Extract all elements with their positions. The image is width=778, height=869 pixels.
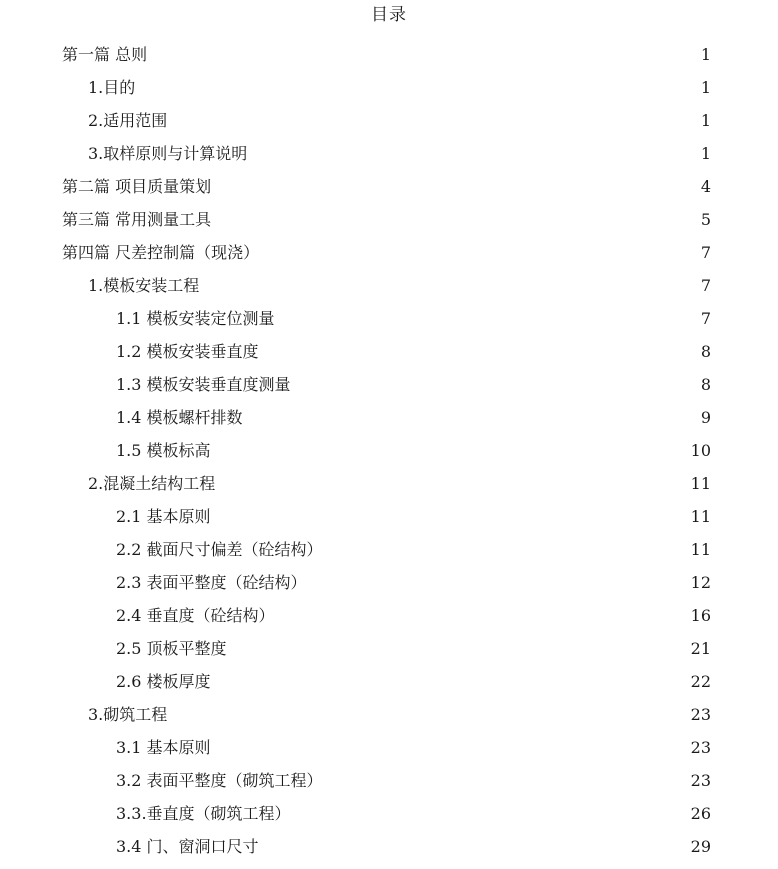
toc-entry[interactable] (0, 401, 778, 434)
toc-list (0, 38, 778, 863)
toc-entry-page-number: 23 (690, 704, 711, 724)
toc-entry-label: 第四篇 尺差控制篇（现浇） (62, 242, 260, 262)
toc-dot-leader (263, 243, 687, 263)
toc-dot-leader (171, 111, 687, 131)
toc-dot-leader (215, 441, 687, 461)
toc-entry[interactable] (0, 797, 778, 830)
toc-entry-label: 1.2 模板安装垂直度 (116, 341, 259, 361)
toc-dot-leader (263, 342, 687, 362)
toc-entry[interactable] (0, 170, 778, 203)
toc-entry-page-number: 8 (700, 341, 711, 361)
toc-entry-page-number: 26 (690, 803, 711, 823)
toc-entry[interactable] (0, 137, 778, 170)
toc-dot-leader (215, 738, 687, 758)
toc-entry-label: 1.5 模板标高 (116, 440, 211, 460)
toc-entry-page-number: 21 (690, 638, 711, 658)
toc-dot-leader (215, 177, 687, 197)
toc-entry[interactable] (0, 764, 778, 797)
toc-dot-leader (215, 672, 687, 692)
toc-entry-label: 3.砌筑工程 (88, 704, 168, 724)
toc-entry-label: 1.目的 (88, 77, 136, 97)
toc-dot-leader (327, 771, 687, 791)
toc-entry-label: 2.4 垂直度（砼结构） (116, 605, 275, 625)
toc-entry[interactable] (0, 566, 778, 599)
toc-dot-leader (231, 639, 687, 659)
toc-dot-leader (215, 210, 687, 230)
toc-entry-page-number: 12 (690, 572, 711, 592)
toc-entry-page-number: 11 (690, 539, 711, 559)
toc-entry[interactable] (0, 467, 778, 500)
toc-entry-label: 2.6 楼板厚度 (116, 671, 211, 691)
toc-entry-label: 3.取样原则与计算说明 (88, 143, 248, 163)
toc-entry[interactable] (0, 698, 778, 731)
toc-dot-leader (139, 78, 687, 98)
toc-entry-page-number: 1 (700, 143, 711, 163)
toc-entry-page-number: 5 (700, 209, 711, 229)
toc-entry-label: 2.5 顶板平整度 (116, 638, 227, 658)
toc-entry[interactable] (0, 632, 778, 665)
toc-entry[interactable] (0, 38, 778, 71)
toc-entry-label: 第二篇 项目质量策划 (62, 176, 212, 196)
toc-entry[interactable] (0, 533, 778, 566)
toc-entry-label: 2.1 基本原则 (116, 506, 211, 526)
toc-entry[interactable] (0, 368, 778, 401)
toc-dot-leader (279, 606, 687, 626)
toc-dot-leader (215, 507, 687, 527)
toc-dot-leader (219, 474, 686, 494)
toc-entry[interactable] (0, 71, 778, 104)
toc-entry-page-number: 9 (700, 407, 711, 427)
toc-entry-label: 1.模板安装工程 (88, 275, 200, 295)
toc-entry[interactable] (0, 104, 778, 137)
toc-entry-label: 第三篇 常用测量工具 (62, 209, 212, 229)
toc-entry-label: 第一篇 总则 (62, 44, 148, 64)
toc-entry-label: 3.4 门、窗洞口尺寸 (116, 836, 259, 856)
toc-title: 目录 (371, 5, 407, 25)
toc-entry[interactable] (0, 500, 778, 533)
toc-entry-page-number: 7 (700, 308, 711, 328)
toc-entry-label: 2.混凝土结构工程 (88, 473, 216, 493)
toc-entry[interactable] (0, 830, 778, 863)
toc-entry-page-number: 7 (700, 242, 711, 262)
toc-dot-leader (295, 375, 687, 395)
toc-dot-leader (279, 309, 687, 329)
toc-entry[interactable] (0, 665, 778, 698)
toc-entry-label: 3.2 表面平整度（砌筑工程） (116, 770, 323, 790)
toc-dot-leader (263, 837, 687, 857)
toc-entry[interactable] (0, 335, 778, 368)
toc-entry-page-number: 23 (690, 737, 711, 757)
toc-entry-page-number: 11 (690, 506, 711, 526)
toc-entry[interactable] (0, 599, 778, 632)
toc-entry-label: 1.4 模板螺杆排数 (116, 407, 243, 427)
toc-entry-label: 2.2 截面尺寸偏差（砼结构） (116, 539, 323, 559)
toc-entry-page-number: 1 (700, 44, 711, 64)
toc-dot-leader (295, 804, 687, 824)
toc-dot-leader (251, 144, 687, 164)
toc-entry-label: 3.1 基本原则 (116, 737, 211, 757)
toc-entry-page-number: 4 (700, 176, 711, 196)
toc-entry-label: 1.1 模板安装定位测量 (116, 308, 275, 328)
toc-entry-label: 3.3.垂直度（砌筑工程） (116, 803, 291, 823)
toc-entry-page-number: 11 (690, 473, 711, 493)
toc-entry-label: 1.3 模板安装垂直度测量 (116, 374, 291, 394)
toc-entry[interactable] (0, 203, 778, 236)
toc-entry-page-number: 22 (690, 671, 711, 691)
toc-entry-page-number: 29 (690, 836, 711, 856)
toc-entry-page-number: 10 (690, 440, 711, 460)
toc-entry[interactable] (0, 269, 778, 302)
toc-dot-leader (203, 276, 687, 296)
toc-dot-leader (327, 540, 687, 560)
toc-entry[interactable] (0, 302, 778, 335)
toc-dot-leader (247, 408, 687, 428)
toc-entry[interactable] (0, 434, 778, 467)
toc-entry-page-number: 23 (690, 770, 711, 790)
toc-entry-page-number: 8 (700, 374, 711, 394)
toc-entry-page-number: 16 (690, 605, 711, 625)
toc-entry-page-number: 1 (700, 110, 711, 130)
toc-entry-label: 2.适用范围 (88, 110, 168, 130)
toc-entry[interactable] (0, 731, 778, 764)
toc-entry-page-number: 7 (700, 275, 711, 295)
toc-dot-leader (171, 705, 686, 725)
toc-entry-page-number: 1 (700, 77, 711, 97)
toc-dot-leader (151, 45, 687, 65)
toc-entry-label: 2.3 表面平整度（砼结构） (116, 572, 307, 592)
toc-entry[interactable] (0, 236, 778, 269)
toc-dot-leader (311, 573, 687, 593)
